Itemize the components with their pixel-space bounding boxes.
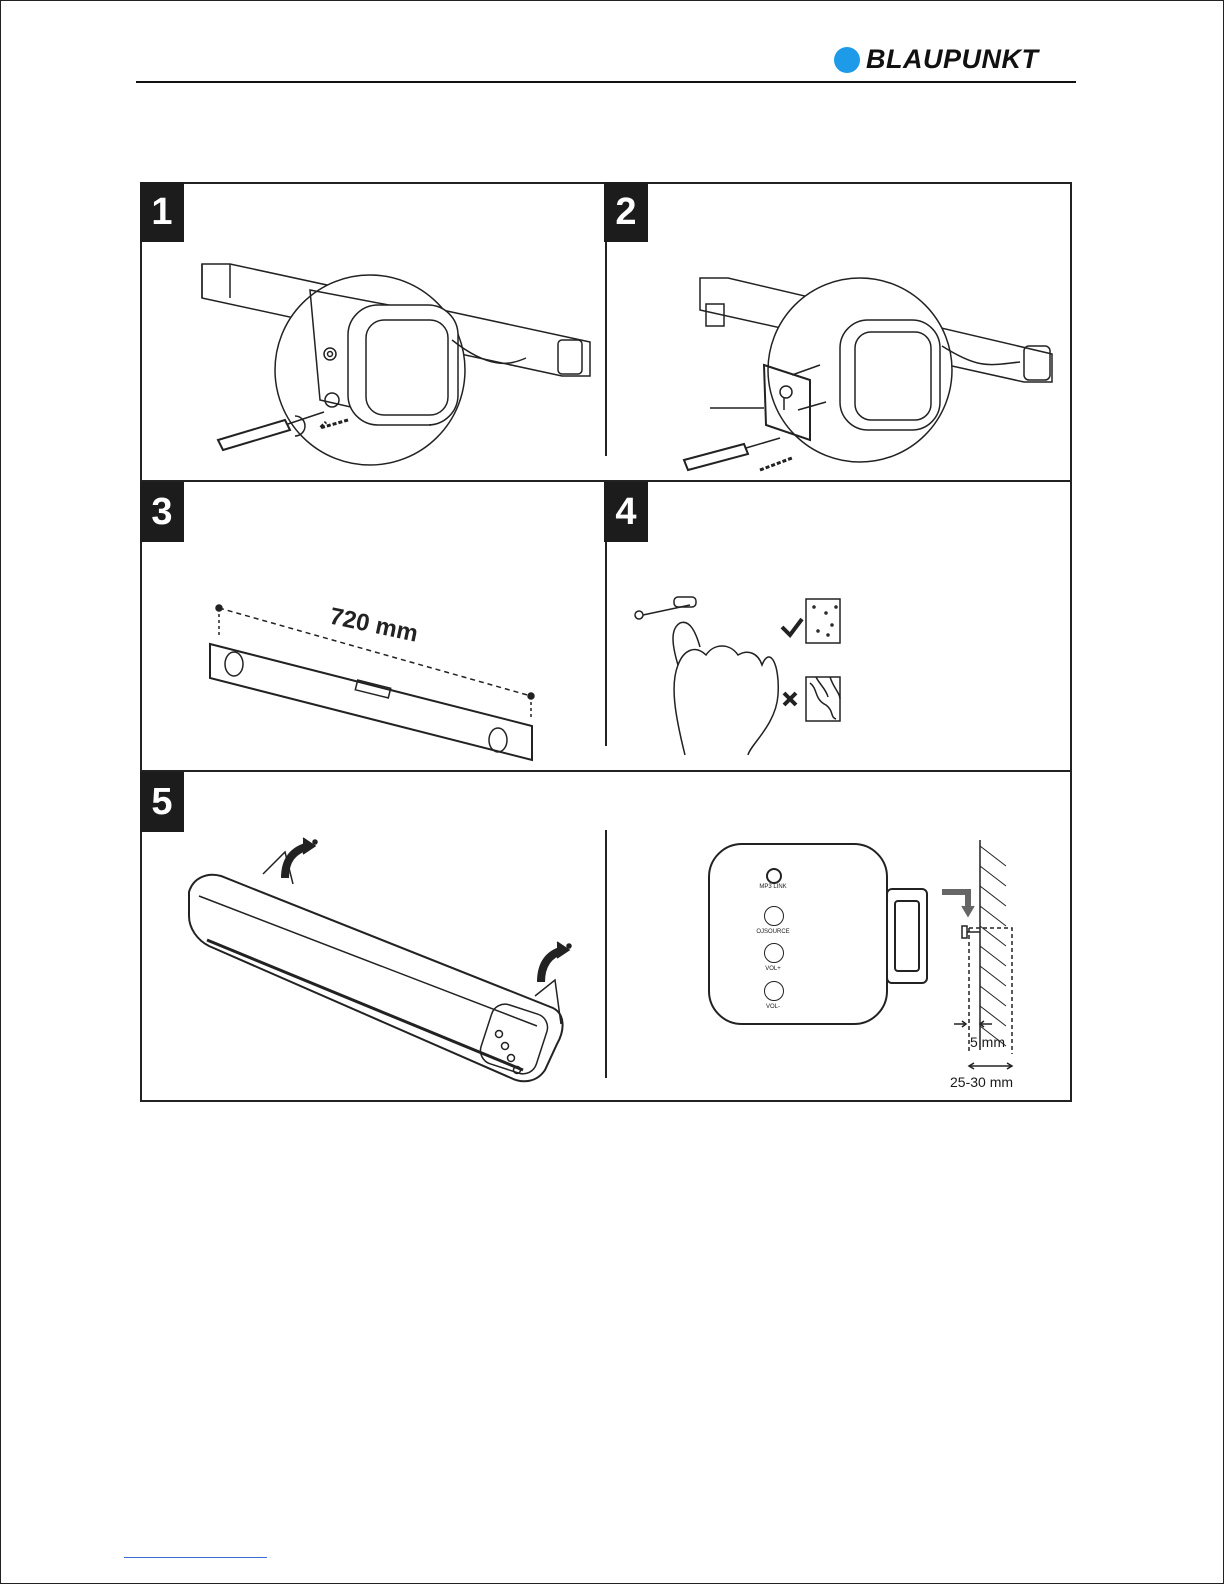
step-5-mounting-detail — [708, 843, 888, 1025]
measurement-label: 720 mm — [327, 602, 421, 648]
step-1-badge: 1 — [140, 182, 184, 242]
source-button-icon — [764, 906, 784, 926]
brand-name: BLAUPUNKT — [866, 44, 1039, 74]
brand-dot-icon — [834, 47, 860, 73]
brand-logo — [834, 44, 1039, 75]
col-divider-3 — [605, 830, 607, 1078]
step-3-illustration — [200, 590, 560, 770]
step-2-badge: 2 — [604, 182, 648, 242]
vol-down-label: VOL- — [765, 1004, 780, 1010]
step-4-illustration — [630, 585, 850, 760]
depth-label: 25-30 mm — [950, 1074, 1014, 1090]
step-1-illustration — [190, 250, 600, 470]
footer-link-underline[interactable] — [124, 1557, 267, 1558]
row-divider-2 — [140, 770, 1072, 772]
vol-down-button-icon — [764, 981, 784, 1001]
step-4-badge: 4 — [604, 482, 648, 542]
vol-up-button-icon — [764, 943, 784, 963]
step-5-badge: 5 — [140, 772, 184, 832]
clearance-label: 5 mm — [970, 1034, 1005, 1050]
step-2-illustration — [680, 270, 1070, 480]
header-rule — [136, 81, 1076, 83]
mp3-link-jack-icon — [766, 868, 782, 884]
vol-up-label: VOL+ — [765, 966, 781, 972]
step-5-soundbar-illustration — [185, 830, 595, 1090]
mp3-link-label: MP3 LINK — [759, 884, 787, 890]
step-3-badge: 3 — [140, 482, 184, 542]
source-label: OJSOURCE — [756, 929, 790, 935]
hang-bracket — [886, 888, 928, 984]
